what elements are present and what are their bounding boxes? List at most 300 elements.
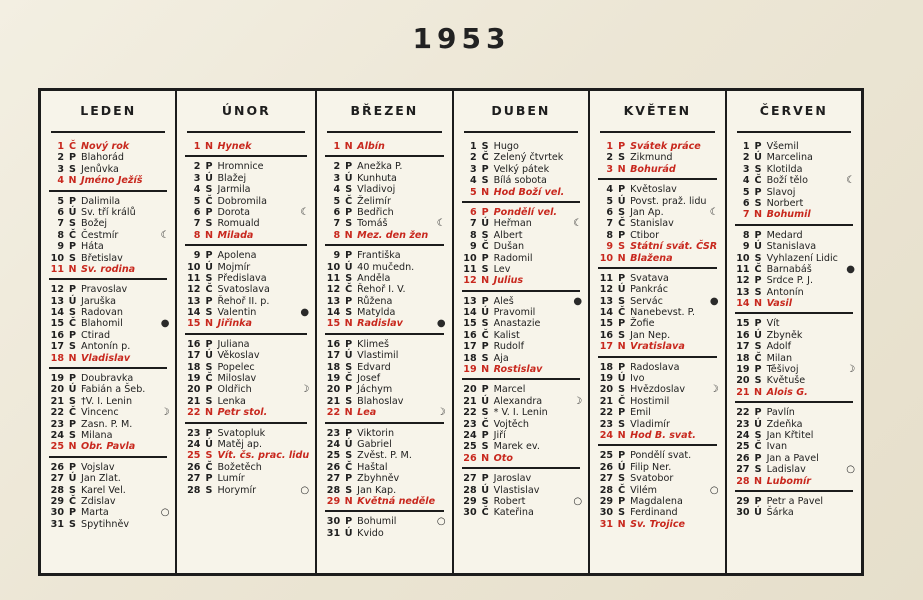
weekday-letter: Ú (481, 307, 490, 319)
day-number: 10 (599, 252, 614, 264)
weekday-letter: S (69, 518, 76, 530)
nameday-name: Jiří (493, 429, 506, 441)
day-row (47, 284, 169, 295)
nameday-name: Kalist (493, 329, 520, 341)
nameday-name: Adolf (766, 341, 791, 353)
nameday-name: Lubomír (766, 475, 811, 487)
day-number: 8 (469, 229, 477, 241)
weekday-letter: N (344, 229, 353, 241)
day-number: 15 (187, 318, 201, 330)
day-number: 9 (469, 241, 477, 253)
day-number: 21 (736, 386, 750, 398)
nameday-name: Jan Ap. (630, 206, 664, 218)
day-row (733, 464, 855, 475)
nameday-name: Jaruška (81, 295, 116, 307)
weekday-letter: S (69, 395, 76, 407)
day-number: 16 (326, 338, 341, 350)
weekday-letter: P (481, 429, 489, 441)
day-row (47, 141, 169, 152)
day-number: 16 (463, 329, 477, 341)
day-number: 7 (742, 209, 750, 221)
nameday-name: Nový rok (81, 141, 130, 152)
weekday-letter: P (68, 241, 77, 253)
day-row (733, 430, 855, 441)
day-number: 24 (736, 429, 750, 441)
nameday-name: Blažena (630, 252, 673, 264)
nameday-name: Kvido (357, 527, 384, 539)
day-row (323, 196, 445, 207)
weekday-letter: S (345, 361, 353, 373)
day-number: 9 (333, 250, 341, 262)
day-row (323, 462, 445, 473)
moon-phase-icon: ○ (846, 464, 856, 476)
nameday-name: Jan Zlat. (81, 473, 121, 485)
day-number: 29 (736, 495, 750, 507)
day-number: 5 (193, 195, 201, 207)
day-row (460, 187, 582, 198)
day-number: 24 (463, 429, 477, 441)
day-row (460, 275, 582, 286)
nameday-name: Oldřich (217, 384, 252, 396)
weekday-letter: P (205, 384, 213, 396)
nameday-name: Lev (493, 263, 511, 275)
weekday-letter: P (481, 473, 489, 485)
day-row (183, 450, 309, 461)
day-number: 5 (333, 195, 341, 207)
day-row (323, 485, 445, 496)
day-number: 24 (326, 438, 341, 450)
day-number: 17 (187, 350, 201, 362)
weekday-letter: Č (68, 229, 77, 241)
day-number: 1 (742, 141, 750, 152)
day-number: 1 (333, 141, 341, 152)
nameday-name: Sv. tří králů (81, 206, 136, 218)
day-number: 22 (463, 407, 477, 419)
moon-phase-icon: ☾ (709, 206, 719, 218)
nameday-name: Radomil (493, 252, 533, 264)
moon-phase-icon: ● (300, 307, 310, 319)
weekday-letter: S (481, 229, 489, 241)
day-row (183, 407, 309, 418)
day-row (460, 419, 582, 430)
week-divider (462, 378, 580, 380)
day-number: 25 (187, 450, 201, 462)
day-number: 6 (193, 206, 201, 218)
day-row (323, 396, 445, 407)
nameday-name: Hod B. svat. (630, 429, 696, 441)
nameday-name: Rudolf (493, 341, 524, 353)
day-number: 10 (187, 261, 201, 273)
moon-phase-icon: ○ (160, 507, 170, 519)
moon-phase-icon: ☽ (846, 364, 856, 376)
day-row (47, 196, 169, 207)
day-number: 15 (463, 318, 477, 330)
day-number: 30 (463, 507, 477, 519)
day-number: 20 (50, 384, 64, 396)
nameday-name: Vojslav (81, 461, 115, 473)
nameday-name: Medard (766, 229, 803, 241)
weekday-letter: P (754, 229, 762, 241)
day-number: 27 (463, 473, 477, 485)
weekday-letter: Ú (617, 195, 626, 207)
day-row (323, 262, 445, 273)
day-row (183, 339, 309, 350)
weekday-letter: P (618, 495, 626, 507)
week-divider (49, 278, 167, 280)
day-number: 23 (736, 418, 750, 430)
nameday-name: Vladivoj (357, 184, 396, 196)
day-number: 5 (57, 195, 64, 207)
weekday-letter: P (754, 141, 762, 152)
day-number: 13 (736, 286, 750, 298)
day-row (183, 284, 309, 295)
nameday-name: Milan (766, 352, 793, 364)
nameday-name: Apolena (217, 250, 257, 262)
day-row (323, 230, 445, 241)
nameday-name: Hynek (217, 141, 252, 152)
day-row (460, 230, 582, 241)
day-number: 4 (469, 175, 477, 187)
weekday-letter: P (481, 206, 489, 218)
day-number: 12 (50, 284, 64, 296)
nameday-name: Oto (493, 452, 513, 464)
day-row (733, 187, 855, 198)
day-number: 9 (742, 241, 750, 253)
day-number: 19 (736, 364, 750, 376)
nameday-name: Juliana (217, 338, 250, 350)
nameday-name: Haštal (357, 461, 388, 473)
nameday-name: Petr stol. (217, 407, 268, 419)
day-number: 28 (187, 484, 201, 496)
nameday-name: Pondělí vel. (493, 206, 558, 218)
weekday-letter: N (204, 318, 213, 330)
week-divider (185, 155, 307, 157)
day-row (323, 428, 445, 439)
nameday-name: Sv. Trojice (630, 518, 686, 530)
weekday-letter: S (618, 206, 626, 218)
nameday-name: Horymír (217, 484, 257, 496)
nameday-name: Pravoslav (81, 284, 128, 296)
day-row (183, 262, 309, 273)
nameday-name: Radoslava (630, 361, 680, 373)
day-row (596, 496, 718, 507)
weekday-letter: Ú (68, 206, 77, 218)
weekday-letter: Č (345, 195, 353, 207)
day-number: 22 (187, 407, 201, 419)
day-number: 26 (187, 461, 201, 473)
day-number: 2 (606, 152, 614, 164)
nameday-name: Ctibor (630, 229, 660, 241)
weekday-letter: Č (68, 407, 77, 419)
day-row (733, 264, 855, 275)
weekday-letter: P (618, 450, 626, 462)
day-number: 12 (599, 284, 614, 296)
day-row (596, 330, 718, 341)
weekday-letter: Č (481, 152, 489, 164)
weekday-letter: S (618, 329, 626, 341)
nameday-name: Matylda (357, 307, 396, 319)
week-divider (735, 401, 853, 403)
day-row (460, 430, 582, 441)
nameday-name: Jan Křtitel (766, 429, 814, 441)
weekday-letter: S (618, 384, 626, 396)
weekday-letter: N (754, 209, 763, 221)
day-number: 21 (187, 395, 201, 407)
weekday-letter: S (618, 241, 626, 253)
day-number: 28 (599, 484, 614, 496)
day-number: 2 (469, 152, 477, 164)
weekday-letter: P (345, 161, 353, 173)
day-row (733, 241, 855, 252)
day-list (323, 133, 445, 539)
day-row (47, 507, 169, 518)
day-row (733, 152, 855, 163)
weekday-letter: Ú (68, 384, 77, 396)
weekday-letter: S (481, 441, 489, 453)
day-number: 20 (736, 375, 750, 387)
weekday-letter: N (68, 352, 77, 364)
weekday-letter: Ú (344, 350, 353, 362)
day-row (323, 439, 445, 450)
day-row (323, 473, 445, 484)
day-row (183, 161, 309, 172)
day-row (596, 318, 718, 329)
day-row (733, 287, 855, 298)
nameday-name: Tomáš (357, 218, 388, 230)
nameday-name: Julius (493, 275, 524, 287)
day-row (47, 341, 169, 352)
day-number: 1 (606, 141, 614, 152)
day-number: 2 (57, 152, 64, 164)
weekday-letter: P (68, 152, 77, 164)
day-number: 11 (463, 263, 477, 275)
week-divider (598, 444, 716, 446)
day-row (47, 462, 169, 473)
weekday-letter: Č (205, 195, 213, 207)
day-number: 6 (742, 197, 750, 209)
weekday-letter: P (345, 473, 353, 485)
day-number: 12 (187, 284, 201, 296)
weekday-letter: S (754, 341, 762, 353)
day-number: 20 (326, 384, 341, 396)
day-number: 25 (326, 450, 341, 462)
day-row (460, 253, 582, 264)
day-row (47, 485, 169, 496)
week-divider (598, 178, 716, 180)
day-row (323, 373, 445, 384)
day-number: 11 (736, 263, 750, 275)
day-number: 28 (463, 484, 477, 496)
day-number: 22 (599, 407, 614, 419)
day-number: 12 (736, 275, 750, 287)
week-divider (325, 244, 443, 246)
day-row (733, 298, 855, 309)
day-number: 13 (599, 295, 614, 307)
nameday-name: Hod Boží vel. (493, 186, 565, 198)
weekday-letter: P (345, 516, 353, 528)
nameday-name: 40 mučedn. (357, 261, 415, 273)
day-number: 17 (736, 341, 750, 353)
day-number: 16 (187, 338, 201, 350)
day-list (47, 133, 169, 530)
day-row (460, 507, 582, 518)
week-divider (598, 356, 716, 358)
weekday-letter: S (481, 141, 489, 152)
weekday-letter: Ú (754, 507, 762, 519)
weekday-letter: Č (68, 318, 77, 330)
day-row (323, 350, 445, 361)
day-number: 6 (333, 206, 341, 218)
weekday-letter: Ú (617, 284, 626, 296)
day-row (460, 296, 582, 307)
day-row (323, 307, 445, 318)
day-row (47, 496, 169, 507)
moon-phase-icon: ☾ (160, 229, 170, 241)
day-row (323, 284, 445, 295)
weekday-letter: S (69, 163, 76, 175)
nameday-name: Vlastislav (493, 484, 540, 496)
nameday-name: Svatava (630, 272, 669, 284)
week-divider (49, 190, 167, 192)
nameday-name: Velký pátek (493, 163, 550, 175)
day-number: 31 (50, 518, 64, 530)
weekday-letter: Ú (481, 395, 490, 407)
nameday-name: Ivo (630, 373, 645, 385)
nameday-name: Věkoslav (217, 350, 260, 362)
weekday-letter: S (618, 473, 626, 485)
weekday-letter: P (481, 295, 489, 307)
day-number: 2 (742, 152, 750, 164)
weekday-letter: Ú (754, 329, 762, 341)
day-number: 20 (463, 384, 477, 396)
moon-phase-icon: ● (846, 263, 856, 275)
nameday-name: Klotilda (766, 163, 803, 175)
day-number: 30 (326, 516, 341, 528)
day-number: 1 (57, 141, 64, 152)
day-row (596, 230, 718, 241)
weekday-letter: Ú (68, 473, 77, 485)
day-row (733, 453, 855, 464)
day-number: 30 (736, 507, 750, 519)
day-row (460, 485, 582, 496)
weekday-letter: N (481, 364, 490, 376)
nameday-name: Spytihněv (81, 518, 130, 530)
nameday-name: Kunhuta (357, 172, 397, 184)
calendar-year: 1953 (412, 22, 511, 55)
nameday-name: Vilém (630, 484, 658, 496)
day-row (733, 230, 855, 241)
nameday-name: Jméno Ježíš (81, 175, 143, 187)
weekday-letter: S (69, 341, 76, 353)
weekday-letter: P (618, 141, 626, 152)
day-number: 13 (50, 295, 64, 307)
day-row (733, 198, 855, 209)
nameday-name: Gabriel (357, 438, 392, 450)
day-number: 4 (333, 184, 341, 196)
weekday-letter: Ú (481, 218, 490, 230)
week-divider (462, 290, 580, 292)
day-row (323, 218, 445, 229)
day-number: 3 (742, 163, 750, 175)
weekday-letter: P (345, 338, 353, 350)
day-number: 13 (463, 295, 477, 307)
day-row (323, 528, 445, 539)
day-number: 21 (463, 395, 477, 407)
day-number: 31 (326, 527, 341, 539)
moon-phase-icon: ☽ (709, 384, 719, 396)
nameday-name: Vlastimil (357, 350, 399, 362)
weekday-letter: N (481, 275, 490, 287)
nameday-name: Pankrác (630, 284, 669, 296)
nameday-name: Šárka (766, 507, 794, 519)
month-name: LEDEN (51, 91, 165, 133)
weekday-letter: P (345, 250, 353, 262)
day-row (47, 253, 169, 264)
day-number: 23 (50, 418, 64, 430)
weekday-letter: Č (481, 418, 489, 430)
day-row (733, 141, 855, 152)
weekday-letter: S (205, 395, 213, 407)
weekday-letter: P (481, 341, 489, 353)
nameday-name: Radovan (81, 307, 123, 319)
day-number: 3 (469, 163, 477, 175)
nameday-name: Státní svát. ČSR (630, 241, 718, 253)
weekday-letter: S (481, 352, 489, 364)
week-divider (462, 201, 580, 203)
day-number: 25 (50, 441, 64, 453)
nameday-name: Karel Vel. (81, 484, 126, 496)
nameday-name: Zvěst. P. M. (357, 450, 412, 462)
weekday-letter: S (205, 361, 213, 373)
day-number: 22 (736, 407, 750, 419)
weekday-letter: P (618, 361, 626, 373)
day-row (183, 207, 309, 218)
day-row (183, 184, 309, 195)
nameday-name: Bohumil (766, 209, 811, 221)
weekday-letter: Č (754, 263, 762, 275)
day-row (323, 273, 445, 284)
day-number: 15 (736, 318, 750, 330)
day-number: 26 (463, 452, 477, 464)
weekday-letter: S (754, 163, 762, 175)
nameday-name: Miloslav (217, 373, 257, 385)
weekday-letter: Č (205, 284, 213, 296)
month-name: DUBEN (464, 91, 578, 133)
day-number: 15 (326, 318, 341, 330)
weekday-letter: S (754, 286, 762, 298)
day-row (733, 330, 855, 341)
weekday-letter: P (345, 384, 353, 396)
day-number: 15 (599, 318, 614, 330)
weekday-letter: N (344, 407, 353, 419)
weekday-letter: N (481, 186, 490, 198)
weekday-letter: P (68, 418, 77, 430)
weekday-letter: S (69, 218, 76, 230)
day-row (733, 209, 855, 220)
nameday-name: Kateřina (493, 507, 534, 519)
day-number: 27 (50, 473, 64, 485)
nameday-name: Zbyhněv (357, 473, 400, 485)
weekday-letter: S (69, 484, 76, 496)
weekday-letter: N (617, 252, 626, 264)
nameday-name: Blahomil (81, 318, 123, 330)
nameday-name: Ferdinand (630, 507, 678, 519)
day-row (47, 207, 169, 218)
nameday-name: Hromnice (217, 161, 264, 173)
day-list (183, 133, 309, 496)
moon-phase-icon: ☾ (436, 218, 446, 230)
weekday-letter: Č (345, 373, 353, 385)
